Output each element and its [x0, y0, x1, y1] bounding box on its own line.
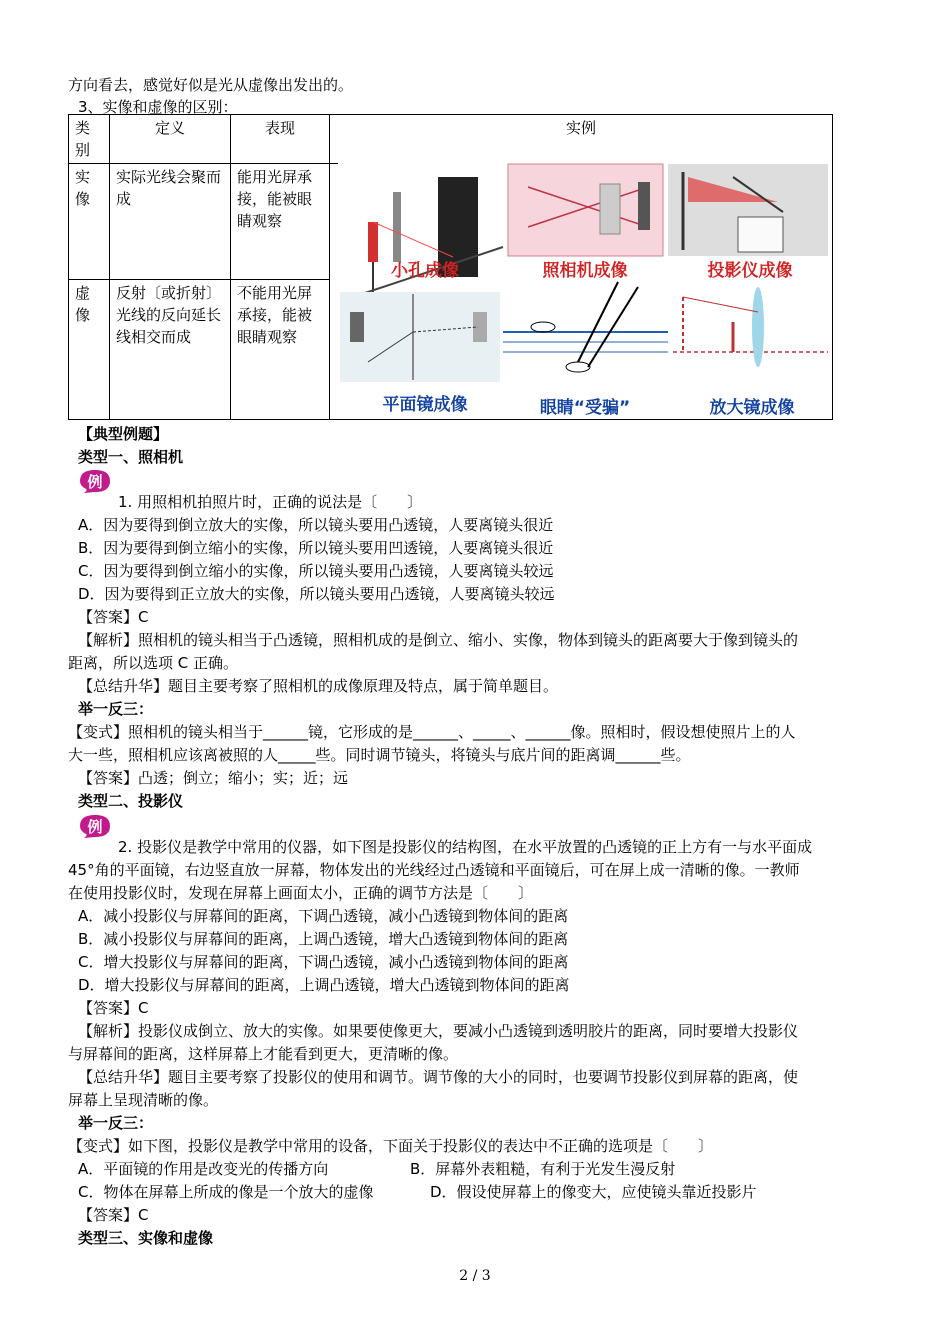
option-b: B．减小投影仪与屏幕间的距离，上调凸透镜，增大凸透镜到物体间的距离: [78, 930, 569, 948]
projector-illustration: [668, 164, 828, 256]
question-2: 2. 投影仪是教学中常用的仪器，如下图是投影仪的结构图，在水平放置的凸透镜的正上方有一与水平面成: [118, 838, 813, 856]
summary: 【总结升华】题目主要考察了照相机的成像原理及特点，属于简单题目。: [78, 677, 559, 695]
row-show: 能用光屏承接，能被眼睛观察: [231, 164, 330, 280]
header-kind: 类别: [69, 115, 110, 164]
row-def: 实际光线会聚而成: [110, 164, 231, 280]
text-line: 方向看去，感觉好似是光从虚像出发出的。: [68, 76, 354, 94]
row-show: 不能用光屏承接，能被眼睛观察: [231, 280, 330, 420]
type-heading: 类型一、照相机: [78, 448, 184, 466]
variant: 大一些，照相机应该离被照的人_____些。同时调节镜头，将镜头与底片间的距离调______些。: [68, 746, 691, 764]
explanation: 【解析】投影仪成倒立、放大的实像。如果要使像更大，要减小凸透镜到透明胶片的距离，同时要增大投影仪: [78, 1022, 799, 1040]
pic-label-magnifier: 放大镜成像: [709, 398, 795, 418]
text-line: 3、实像和虚像的区别：: [78, 98, 238, 116]
page-number: 2 / 3: [459, 1268, 491, 1284]
option-d: D．增大投影仪与屏幕间的距离，上调凸透镜，增大凸透镜到物体间的距离: [78, 976, 570, 994]
variant: 【变式】如下图，投影仪是教学中常用的设备，下面关于投影仪的表达中不正确的选项是〔 〕: [68, 1137, 714, 1155]
explanation: 距离，所以选项 C 正确。: [68, 654, 239, 672]
explanation: 【解析】照相机的镜头相当于凸透镜，照相机成的是倒立、缩小、实像，物体到镜头的距离要大于像到镜头的: [78, 631, 799, 649]
type-heading: 类型三、实像和虚像: [78, 1229, 214, 1247]
variant-option-a: A．平面镜的作用是改变光的传播方向: [78, 1160, 329, 1178]
answer: 【答案】C: [78, 608, 149, 626]
option-d: D．因为要得到正立放大的实像，所以镜头要用凸透镜，人要离镜头较远: [78, 585, 555, 603]
explanation: 与屏幕间的距离，这样屏幕上才能看到更大，更清晰的像。: [68, 1045, 459, 1063]
option-c: C．增大投影仪与屏幕间的距离，下调凸透镜，减小凸透镜到物体间的距离: [78, 953, 569, 971]
header-show: 表现: [231, 115, 330, 164]
practice-heading: 举一反三：: [78, 700, 154, 718]
option-a: A．因为要得到倒立放大的实像，所以镜头要用凸透镜，人要离镜头很近: [78, 516, 554, 534]
pic-label-camera: 照相机成像: [542, 261, 628, 281]
optics-illustrations: [338, 162, 832, 417]
variant: 【变式】照相机的镜头相当于______镜，它形成的是______、_____、______像。照相时，假设想使照片上的人: [68, 723, 796, 741]
variant-option-c: C．物体在屏幕上所成的像是一个放大的虚像: [78, 1183, 374, 1201]
type-heading: 类型二、投影仪: [78, 792, 184, 810]
option-c: C．因为要得到倒立缩小的实像，所以镜头要用凸透镜，人要离镜头较远: [78, 562, 554, 580]
question-2: 45°角的平面镜，右边竖直放一屏幕，物体发出的光线经过凸透镜和平面镜后，可在屏上成一清晰的像。一教师: [68, 861, 800, 879]
row-kind: 虚像: [69, 280, 110, 420]
summary: 【总结升华】题目主要考察了投影仪的使用和调节。调节像的大小的同时，也要调节投影仪到屏幕的距离，使: [78, 1068, 799, 1086]
row-def: 反射〔或折射〕光线的反向延长线相交而成: [110, 280, 231, 420]
example-badge-icon: [78, 813, 112, 839]
answer: 【答案】C: [78, 999, 149, 1017]
section-heading: 【典型例题】: [78, 425, 169, 443]
option-a: A．减小投影仪与屏幕间的距离，下调凸透镜，减小凸透镜到物体间的距离: [78, 907, 569, 925]
variant-answer: 【答案】凸透；倒立；缩小；实；近；远: [78, 769, 349, 787]
pic-label-plane-mirror: 平面镜成像: [382, 395, 468, 415]
question-1: 1. 用照相机拍照片时，正确的说法是〔 〕: [118, 493, 423, 511]
camera-illustration: [508, 164, 663, 256]
header-def: 定义: [110, 115, 231, 164]
row-kind: 实像: [69, 164, 110, 280]
plane-mirror-illustration: [340, 292, 500, 382]
pic-label-pinhole: 小孔成像: [391, 261, 459, 281]
option-b: B．因为要得到倒立缩小的实像，所以镜头要用凹透镜，人要离镜头很近: [78, 539, 554, 557]
svg-text:例: 例: [87, 818, 103, 836]
summary: 屏幕上呈现清晰的像。: [68, 1091, 219, 1109]
practice-heading: 举一反三：: [78, 1114, 154, 1132]
variant-option-d: D．假设使屏幕上的像变大，应使镜头靠近投影片: [430, 1183, 757, 1201]
svg-text:例: 例: [87, 473, 103, 491]
pic-label-projector: 投影仪成像: [707, 261, 793, 281]
header-example: 实例: [330, 115, 833, 164]
example-badge-icon: [78, 468, 112, 494]
pic-label-fish: 眼睛“受骗”: [539, 398, 631, 418]
variant-answer: 【答案】C: [78, 1206, 149, 1224]
question-2: 在使用投影仪时，发现在屏幕上画面太小，正确的调节方法是〔 〕: [68, 884, 534, 902]
variant-option-b: B．屏幕外表粗糙，有利于光发生漫反射: [410, 1160, 676, 1178]
